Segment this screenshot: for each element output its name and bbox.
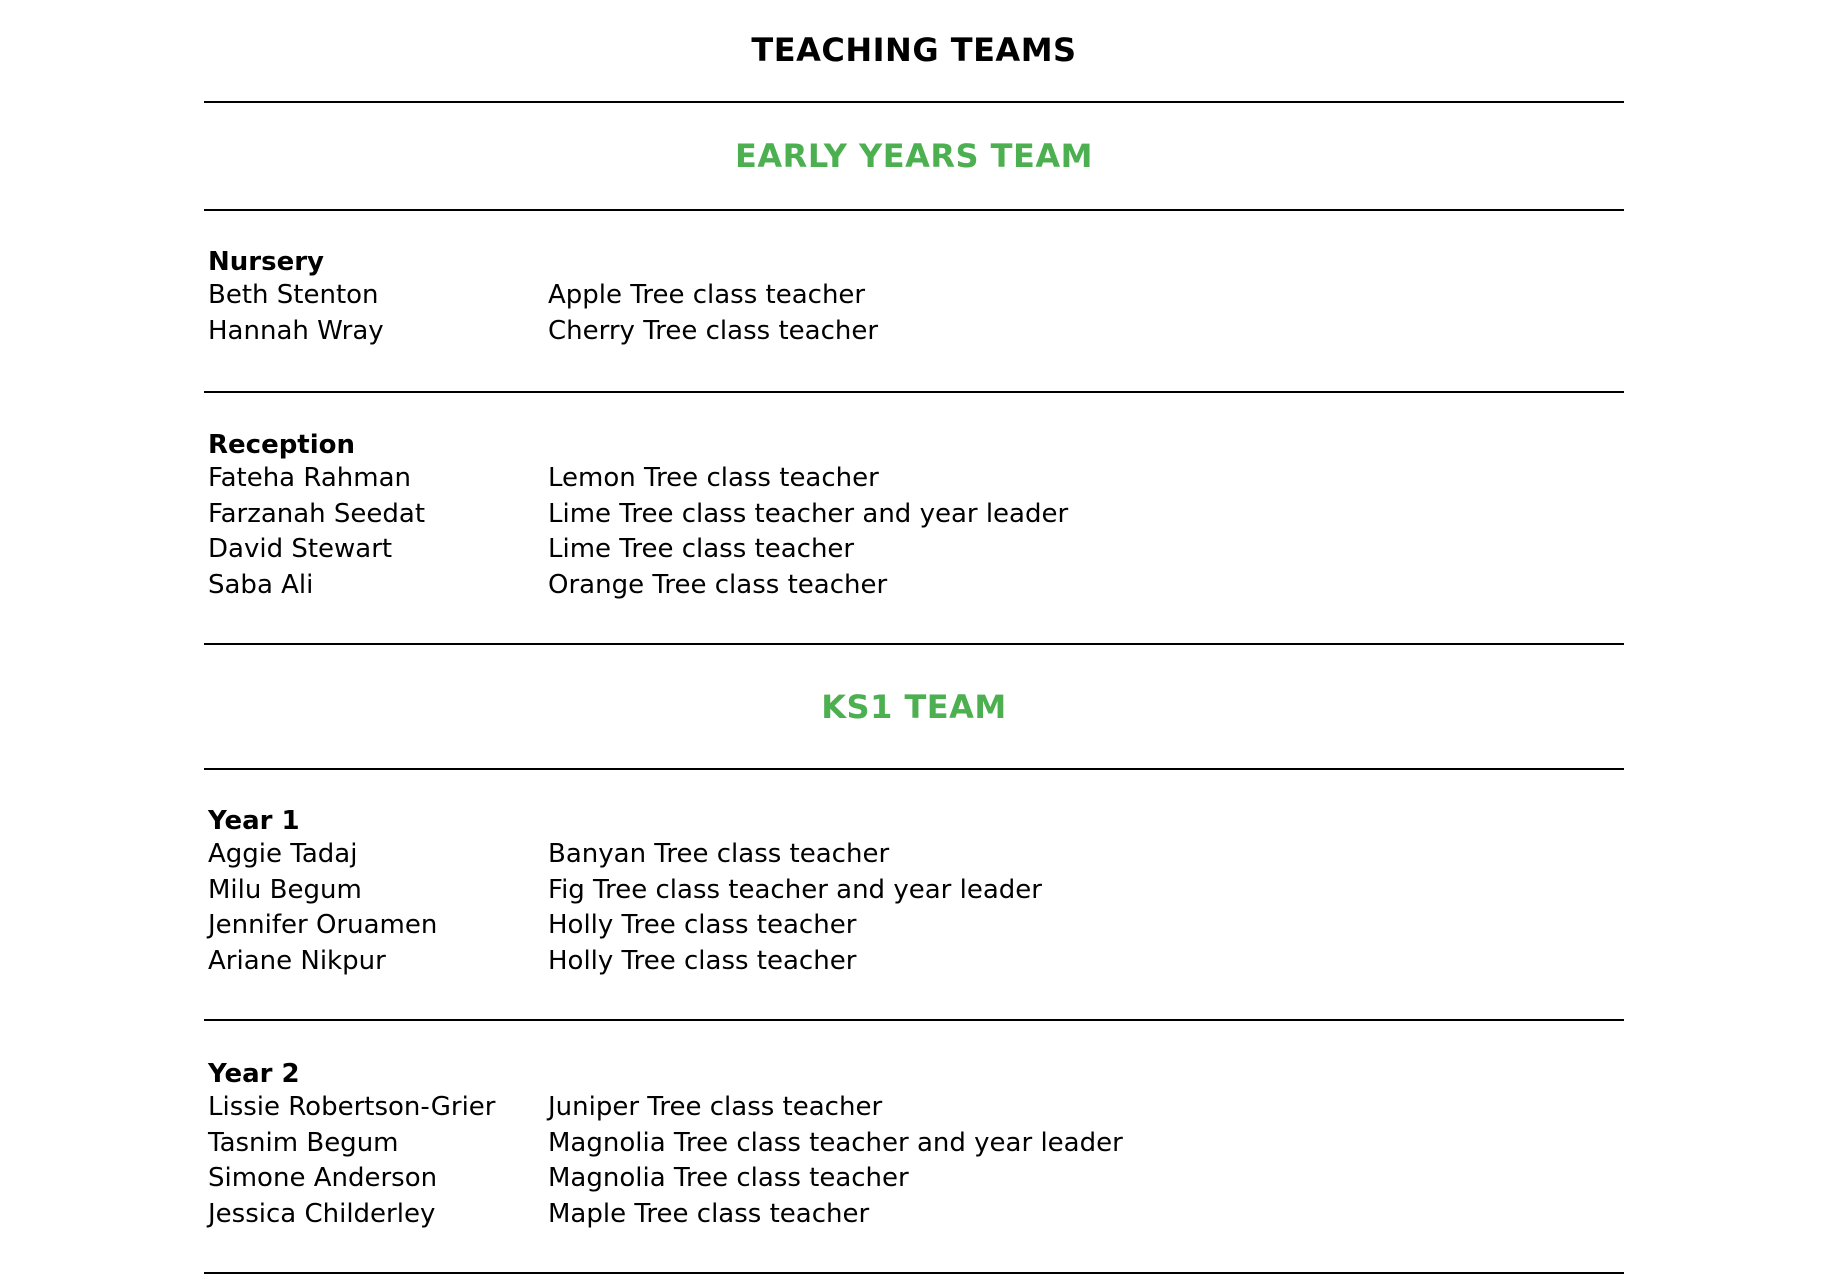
staff-name: Hannah Wray: [208, 315, 384, 346]
staff-name: Jennifer Oruamen: [208, 910, 438, 940]
staff-role: Lime Tree class teacher and year leader: [548, 498, 1069, 529]
staff-row: [208, 839, 1608, 875]
staff-name: Simone Anderson: [208, 1163, 438, 1193]
group-title: Reception: [208, 430, 356, 460]
staff-row: [208, 1128, 1608, 1164]
staff-role: Fig Tree class teacher and year leader: [548, 874, 1042, 905]
staff-name: Aggie Tadaj: [208, 839, 358, 869]
staff-role: Banyan Tree class teacher: [548, 839, 890, 869]
staff-role: Holly Tree class teacher: [548, 945, 857, 976]
staff-name: Jessica Childerley: [208, 1198, 436, 1229]
staff-role: Magnolia Tree class teacher and year leader: [548, 1127, 1123, 1158]
staff-row: [208, 1163, 1608, 1199]
staff-role: Lemon Tree class teacher: [548, 463, 879, 493]
group-year-2: [208, 1058, 1608, 1234]
divider: [204, 643, 1624, 645]
staff-row: [208, 316, 1608, 352]
staff-row: [208, 570, 1608, 606]
divider: [204, 768, 1624, 770]
staff-name: Lissie Robertson-Grier: [208, 1092, 496, 1122]
staff-role: Maple Tree class teacher: [548, 1198, 870, 1229]
divider: [204, 101, 1624, 103]
staff-role: Holly Tree class teacher: [548, 910, 857, 940]
staff-name: Tasnim Begum: [208, 1127, 399, 1158]
staff-row: [208, 1199, 1608, 1235]
staff-role: Juniper Tree class teacher: [548, 1092, 883, 1122]
divider: [204, 209, 1624, 211]
group-reception: [208, 429, 1608, 605]
staff-name: Saba Ali: [208, 569, 314, 600]
staff-name: Ariane Nikpur: [208, 945, 386, 976]
staff-role: Lime Tree class teacher: [548, 534, 855, 564]
staff-row: [208, 534, 1608, 570]
group-title: Nursery: [208, 247, 324, 277]
page-title: TEACHING TEAMS: [751, 31, 1077, 69]
divider: [204, 1019, 1624, 1021]
staff-name: Fateha Rahman: [208, 463, 412, 493]
staff-name: Beth Stenton: [208, 280, 379, 310]
staff-name: David Stewart: [208, 534, 393, 564]
staff-row: [208, 499, 1608, 535]
group-year-1: [208, 805, 1608, 981]
staff-role: Orange Tree class teacher: [548, 569, 888, 600]
staff-role: Magnolia Tree class teacher: [548, 1163, 909, 1193]
staff-row: [208, 875, 1608, 911]
team-heading-early-years: EARLY YEARS TEAM: [735, 137, 1093, 175]
staff-row: [208, 463, 1608, 499]
divider: [204, 391, 1624, 393]
team-heading-ks1: KS1 TEAM: [821, 688, 1007, 726]
staff-role: Apple Tree class teacher: [548, 280, 866, 310]
staff-row: [208, 946, 1608, 982]
staff-role: Cherry Tree class teacher: [548, 315, 879, 346]
staff-row: [208, 280, 1608, 316]
staff-row: [208, 910, 1608, 946]
group-nursery: [208, 246, 1608, 351]
group-title: Year 2: [208, 1059, 300, 1089]
staff-name: Farzanah Seedat: [208, 498, 426, 529]
staff-name: Milu Begum: [208, 874, 362, 905]
group-title: Year 1: [208, 806, 300, 836]
divider: [204, 1272, 1624, 1274]
staff-row: [208, 1092, 1608, 1128]
